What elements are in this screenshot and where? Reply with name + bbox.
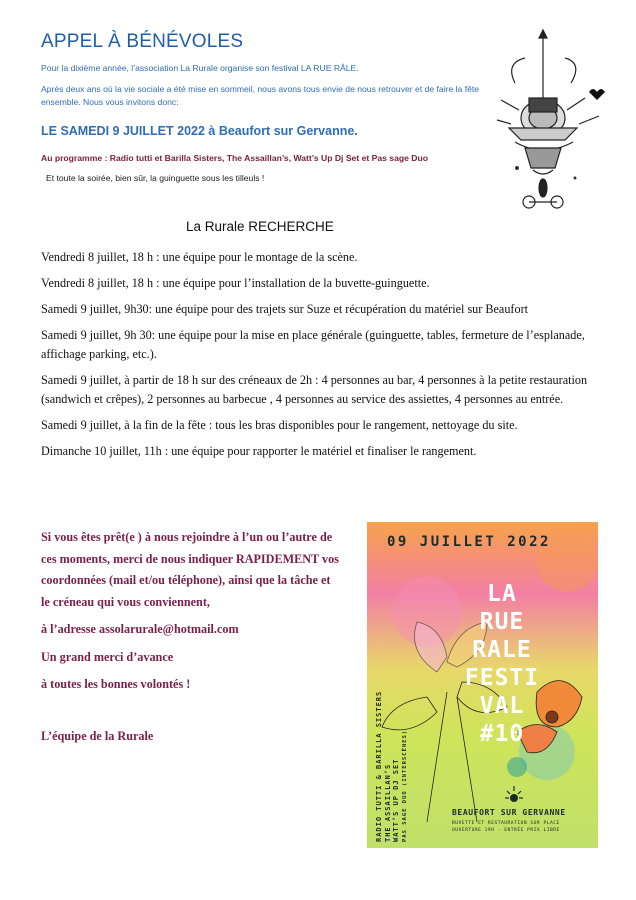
task-list (41, 248, 601, 468)
evening-line: Et toute la soirée, bien sûr, la guinguette sous les tilleuls ! (46, 173, 265, 183)
poster-title-line: LA (487, 581, 517, 607)
poster-lineup (375, 612, 409, 842)
call-to-action (41, 527, 341, 753)
signature: L’équipe de la Rurale (41, 728, 154, 743)
task-item: Samedi 9 juillet, 9h 30: une équipe pour la mise en place générale (guinguette, tables, fermeture de l’esplanade, affichage parking, etc.). (41, 328, 585, 361)
sun-logo-icon (505, 784, 523, 806)
poster-title (457, 580, 547, 748)
cta-thanks-2: à toutes les bonnes volontés ! (41, 677, 191, 691)
program-text: Radio tutti et Barilla Sisters, The Assaillan’s, Watt’s Up Dj Set et Pas sage Duo (107, 153, 428, 163)
poster-lineup-line: PAS SAGE DUO (INTERSCÈNES) (401, 729, 408, 842)
poster-title-line: RALE (472, 637, 532, 663)
poster-info-line: OUVERTURE 19H - ENTRÉE PRIX LIBRE (452, 828, 560, 833)
poster-title-line: #10 (479, 721, 525, 747)
poster-title-line: FESTI (464, 665, 540, 691)
poster-place: BEAUFORT SUR GERVANNE (452, 808, 566, 817)
task-item: Samedi 9 juillet, 9h30: une équipe pour des trajets sur Suze et récupération du matériel sur Beaufort (41, 302, 529, 316)
program-label: Au programme : (41, 153, 108, 163)
cta-email-line: à l’adresse assolarurale@hotmail.com (41, 622, 239, 636)
program-line (41, 153, 428, 163)
recherche-heading: La Rurale RECHERCHE (186, 219, 334, 234)
cta-paragraph: Si vous êtes prêt(e ) à nous rejoindre à l’un ou l’autre de ces moments, merci de nous indiquer RAPIDEMENT vos coordonnées (mail et/ou téléphone), ainsi que la tâche et le créneau qui vous conviennent, (41, 530, 339, 609)
task-item: Vendredi 8 juillet, 18 h : une équipe pour le montage de la scène. (41, 250, 358, 264)
intro-paragraph-2: Après deux ans où la vie sociale a été mise en sommeil, nous avons tous envie de nous retrouver et de faire la fête ensemble. Nous vous invitons donc: (41, 84, 480, 107)
poster-title-line: RUE (479, 609, 525, 635)
festival-illustration (495, 28, 605, 218)
poster-date: 09 JUILLET 2022 (387, 534, 551, 550)
event-date-line: LE SAMEDI 9 JUILLET 2022 à Beaufort sur Gervanne. (41, 124, 358, 138)
task-item: Vendredi 8 juillet, 18 h : une équipe pour l’installation de la buvette-guinguette. (41, 276, 430, 290)
cta-thanks-1: Un grand merci d’avance (41, 649, 174, 664)
poster-title-line: VAL (479, 693, 525, 719)
poster-lineup-line: THE ASSAILLAN’S (383, 763, 392, 842)
poster-lineup-line: RADIO TUTTI & BARILLA SISTERS (375, 690, 383, 842)
intro-paragraph-1: Pour la dixième année, l’association La Rurale organise son festival LA RUE RÂLE. (41, 63, 359, 73)
poster-lineup-line: WATT’S UP DJ SET (392, 758, 400, 842)
festival-poster (367, 522, 598, 848)
page-title: APPEL À BÉNÉVOLES (41, 31, 244, 52)
task-item: Samedi 9 juillet, à la fin de la fête : tous les bras disponibles pour le rangement, nettoyage du site. (41, 418, 518, 432)
poster-info (452, 820, 560, 834)
task-item: Dimanche 10 juillet, 11h : une équipe pour rapporter le matériel et finaliser le rangement. (41, 444, 477, 458)
poster-info-line: BUVETTE ET RESTAURATION SUR PLACE (452, 821, 560, 826)
task-item: Samedi 9 juillet, à partir de 18 h sur des créneaux de 2h : 4 personnes au bar, 4 personnes à la petite restauration (sandwich et crêpes), 2 personnes au barbecue , 4 personnes au service des assiettes, 4 personnes au entrée. (41, 373, 588, 406)
